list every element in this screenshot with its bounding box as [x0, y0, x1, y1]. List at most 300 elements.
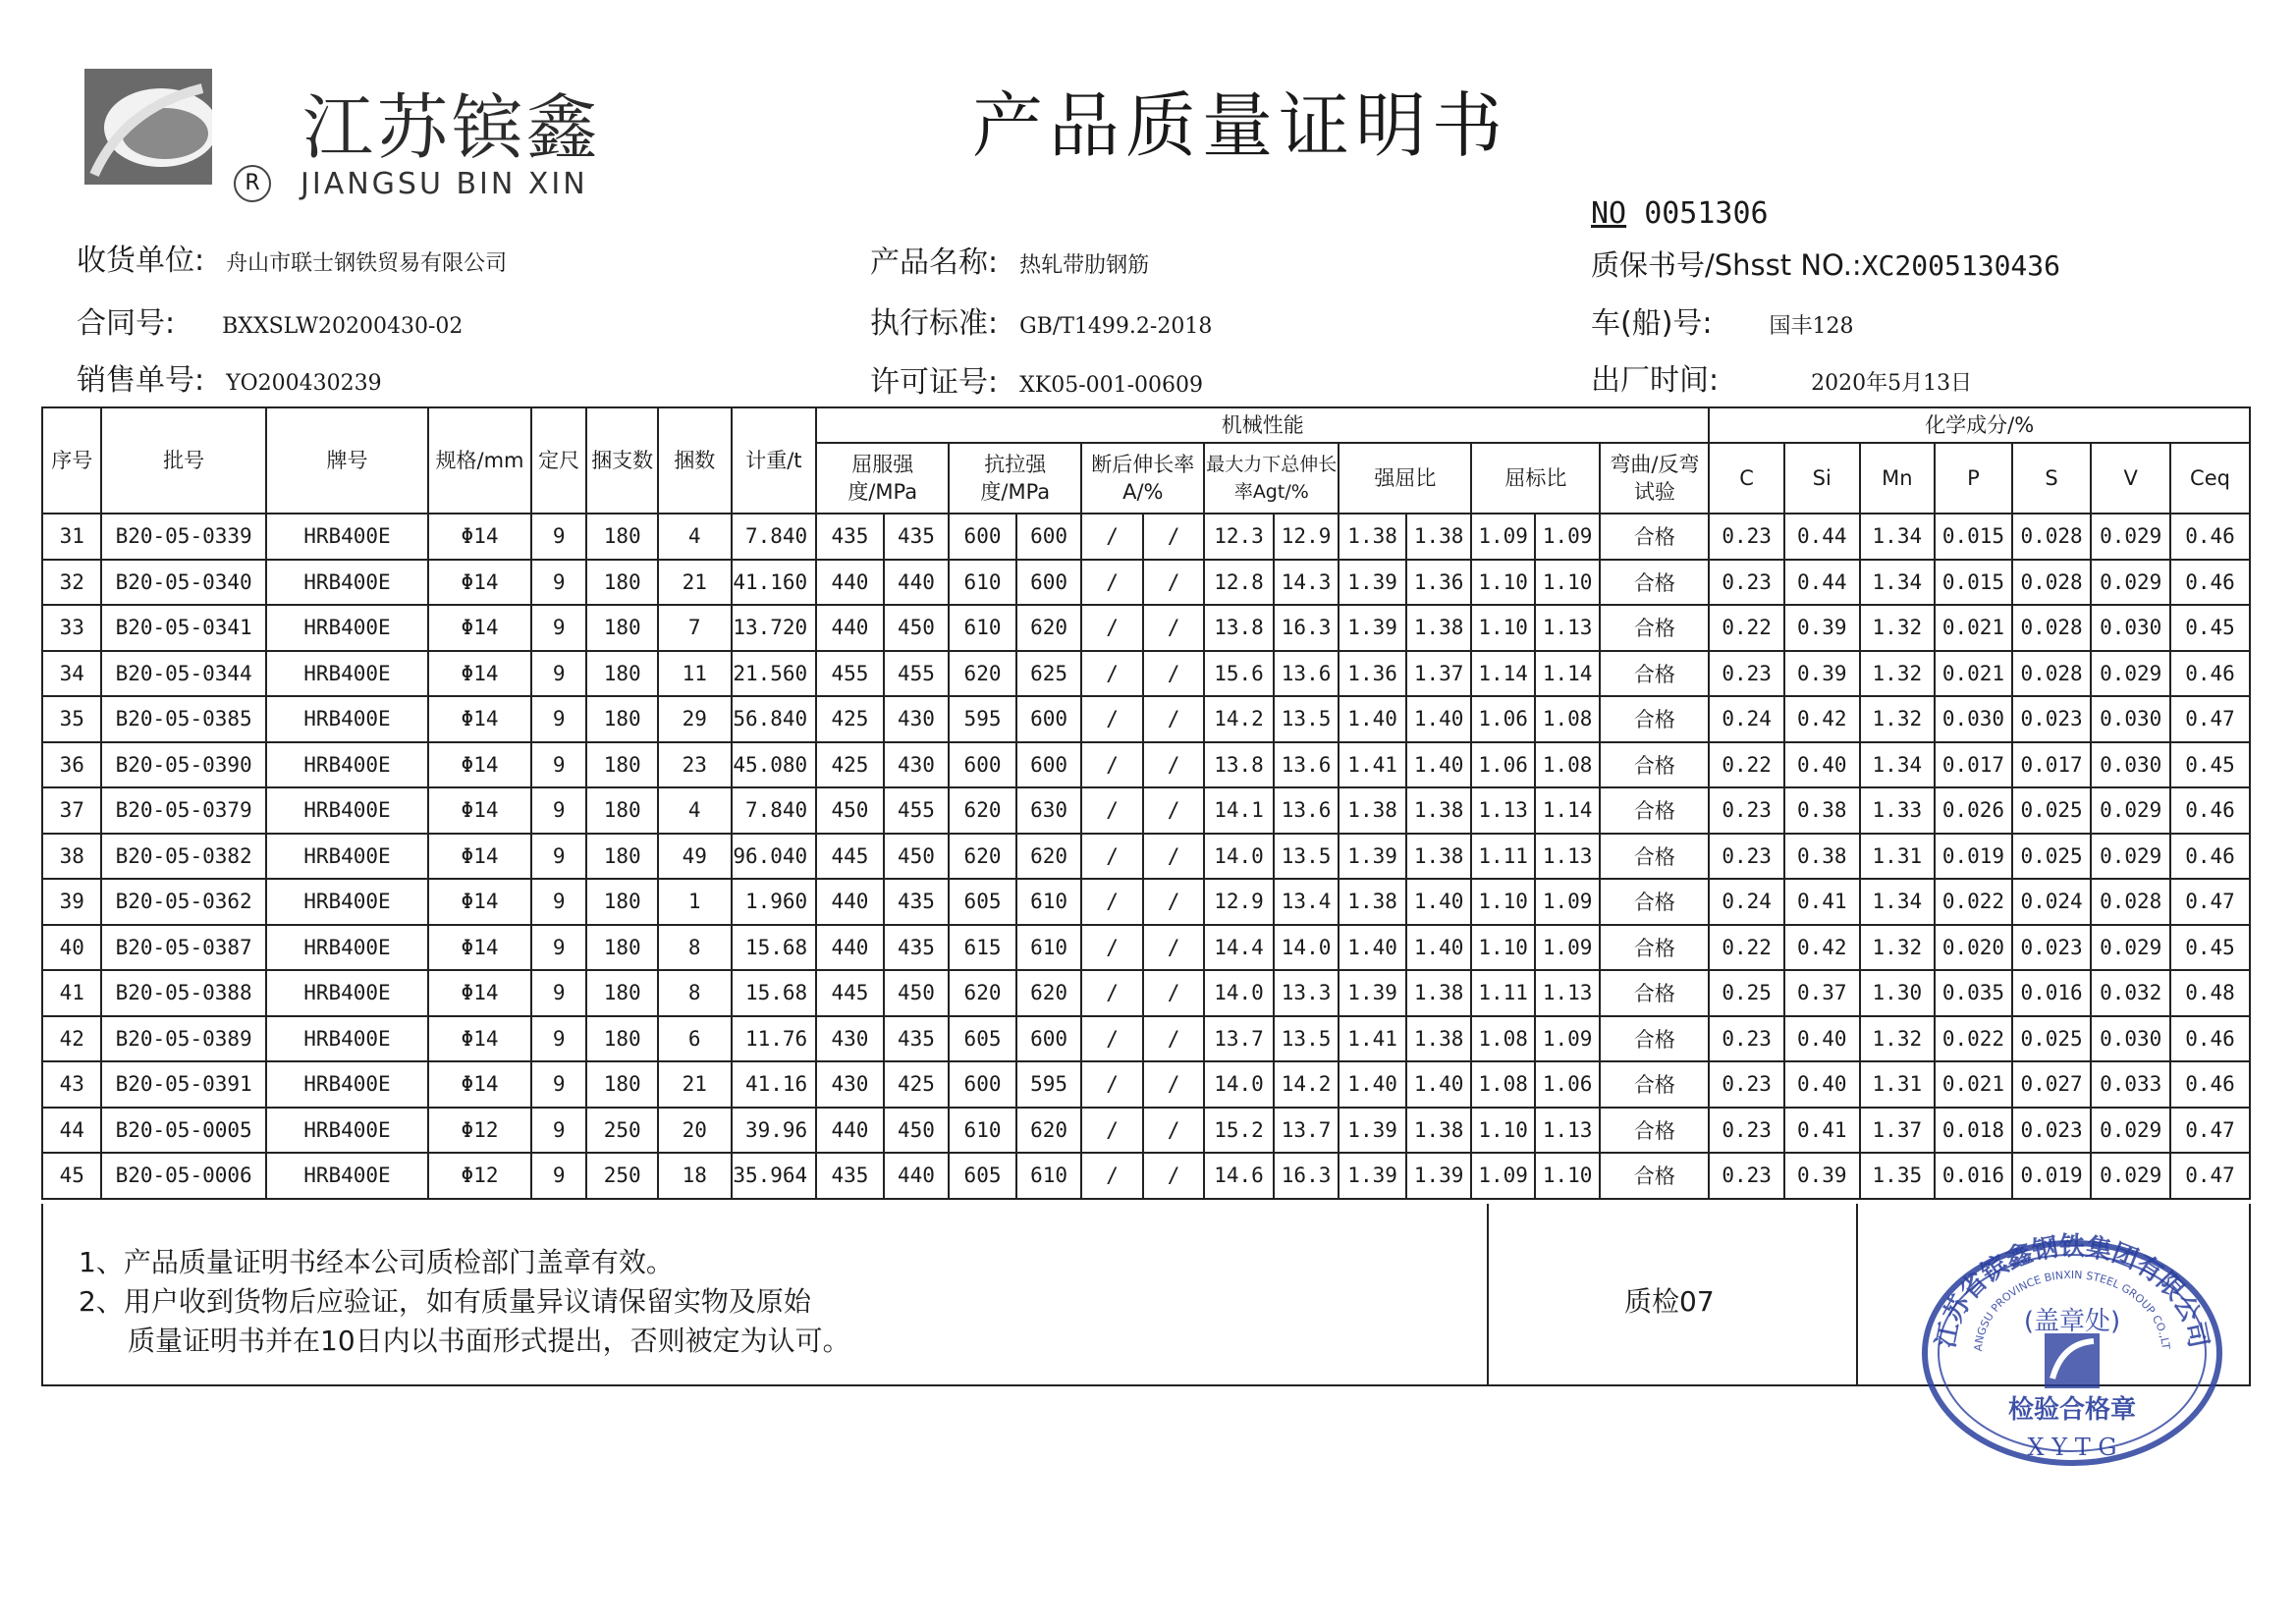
table-cell: 13.8 [1204, 605, 1274, 651]
table-row [42, 651, 2250, 697]
table-cell: 435 [884, 879, 950, 925]
table-cell: 0.029 [2091, 651, 2170, 697]
table-cell: 14.6 [1204, 1153, 1274, 1199]
table-cell: 1.09 [1471, 514, 1535, 560]
table-cell: HRB400E [266, 1108, 428, 1154]
note-line: 1、产品质量证明书经本公司质检部门盖章有效。 [79, 1246, 674, 1278]
table-cell: 9 [531, 560, 586, 606]
certificate-number [1591, 196, 1769, 231]
table-cell: 1.38 [1406, 787, 1472, 834]
table-cell: HRB400E [266, 879, 428, 925]
table-cell: 180 [586, 970, 658, 1016]
table-cell: 49 [658, 834, 732, 880]
table-cell: 1.39 [1406, 1153, 1472, 1199]
table-cell: 1.32 [1860, 605, 1936, 651]
table-cell: 8 [658, 970, 732, 1016]
table-cell: 合格 [1600, 514, 1709, 560]
table-cell: 0.028 [2012, 651, 2092, 697]
table-cell: 9 [531, 925, 586, 971]
th-grade: 牌号 [266, 407, 428, 514]
table-cell: 1.34 [1860, 514, 1936, 560]
table-cell: 合格 [1600, 1016, 1709, 1062]
table-cell: 0.46 [2170, 1016, 2250, 1062]
product-value: 热轧带肋钢筋 [1019, 253, 1150, 278]
table-cell: 0.023 [2012, 1108, 2092, 1154]
cert-no-value: 0051306 [1644, 196, 1769, 231]
table-cell: 37 [42, 787, 101, 834]
table-cell: 1.10 [1471, 1108, 1535, 1154]
table-cell: 合格 [1600, 1108, 1709, 1154]
table-cell: 1.09 [1535, 925, 1601, 971]
table-cell: HRB400E [266, 925, 428, 971]
company-name-cn: 江苏镔鑫 [302, 86, 602, 169]
table-cell: 9 [531, 787, 586, 834]
table-cell: 0.025 [2012, 787, 2092, 834]
table-cell: 15.2 [1204, 1108, 1274, 1154]
table-cell: 1.38 [1406, 605, 1472, 651]
table-cell: 440 [816, 560, 884, 606]
table-cell: 9 [531, 605, 586, 651]
table-cell: 0.025 [2012, 834, 2092, 880]
table-cell: 1.32 [1860, 925, 1936, 971]
table-cell: 1.38 [1406, 1016, 1472, 1062]
table-cell: / [1081, 696, 1142, 742]
table-cell: 0.44 [1784, 560, 1860, 606]
table-cell: HRB400E [266, 1016, 428, 1062]
table-cell: 4 [658, 514, 732, 560]
table-cell: 1.37 [1406, 651, 1472, 697]
table-cell: 1.06 [1471, 696, 1535, 742]
license-label: 许可证号: [870, 365, 999, 400]
table-cell: 0.028 [2091, 879, 2170, 925]
table-cell: 1.06 [1471, 742, 1535, 788]
th-chem: 化学成分/% [1709, 407, 2250, 443]
table-row [42, 742, 2250, 788]
table-row [42, 1016, 2250, 1062]
seal-center-text: (盖章处) [2023, 1307, 2121, 1336]
table-cell: B20-05-0390 [101, 742, 265, 788]
table-cell: / [1081, 514, 1142, 560]
standard-label: 执行标准: [870, 306, 999, 341]
table-cell: 0.028 [2012, 560, 2092, 606]
table-row [42, 696, 2250, 742]
seal-ring-text: 江苏省镔鑫钢铁集团有限公司 [1931, 1232, 2214, 1351]
table-cell: 0.39 [1784, 1153, 1860, 1199]
table-cell: 1 [658, 879, 732, 925]
table-cell: 13.7 [1274, 1108, 1339, 1154]
vehicle-field [1591, 298, 1854, 342]
table-cell: 610 [949, 605, 1016, 651]
footer-divider [1856, 1204, 1858, 1384]
table-cell: 35 [42, 696, 101, 742]
table-cell: 1.09 [1471, 1153, 1535, 1199]
table-cell: 31 [42, 514, 101, 560]
table-cell: 15.6 [1204, 651, 1274, 697]
table-cell: Φ14 [428, 560, 531, 606]
sales-label: 销售单号: [77, 363, 205, 398]
table-cell: 0.019 [2012, 1153, 2092, 1199]
table-cell: 0.40 [1784, 742, 1860, 788]
table-cell: 1.31 [1860, 834, 1936, 880]
table-cell: Φ14 [428, 742, 531, 788]
table-cell: 0.030 [2091, 605, 2170, 651]
table-cell: 0.028 [2012, 605, 2092, 651]
table-cell: 0.030 [2091, 742, 2170, 788]
table-cell: 7.840 [732, 514, 817, 560]
table-cell: 35.964 [732, 1153, 817, 1199]
table-cell: 1.13 [1535, 834, 1601, 880]
standard-value: GB/T1499.2-2018 [1019, 314, 1213, 339]
table-cell: 0.029 [2091, 925, 2170, 971]
table-cell: 1.34 [1860, 560, 1936, 606]
table-cell: 43 [42, 1061, 101, 1108]
registered-mark-icon: R [234, 165, 271, 202]
table-cell: 600 [1016, 742, 1082, 788]
table-cell: Φ14 [428, 605, 531, 651]
quality-table [41, 406, 2251, 1200]
table-cell: 0.41 [1784, 879, 1860, 925]
th-bundles: 捆数 [658, 407, 732, 514]
th-yield: 屈服强度/MPa [816, 443, 949, 514]
table-cell: / [1143, 651, 1204, 697]
table-cell: 450 [884, 970, 950, 1016]
table-cell: 0.029 [2091, 787, 2170, 834]
table-cell: 14.4 [1204, 925, 1274, 971]
table-cell: 1.08 [1471, 1061, 1535, 1108]
table-cell: 0.030 [1935, 696, 2012, 742]
table-cell: 620 [949, 834, 1016, 880]
table-cell: 1.09 [1535, 879, 1601, 925]
document-title: 产品质量证明书 [972, 84, 1509, 167]
table-cell: HRB400E [266, 970, 428, 1016]
th-spec: 规格/mm [428, 407, 531, 514]
table-cell: / [1081, 1061, 1142, 1108]
table-cell: / [1143, 605, 1204, 651]
table-cell: HRB400E [266, 742, 428, 788]
table-cell: 1.40 [1339, 1061, 1406, 1108]
table-cell: 1.10 [1471, 879, 1535, 925]
table-cell: 44 [42, 1108, 101, 1154]
table-cell: 435 [884, 514, 950, 560]
table-cell: / [1143, 834, 1204, 880]
table-cell: 595 [1016, 1061, 1082, 1108]
table-cell: 0.25 [1709, 970, 1784, 1016]
table-cell: 180 [586, 879, 658, 925]
table-cell: 1.34 [1860, 879, 1936, 925]
table-cell: 0.021 [1935, 651, 2012, 697]
table-cell: 0.40 [1784, 1016, 1860, 1062]
table-cell: 1.39 [1339, 1108, 1406, 1154]
table-cell: 21 [658, 1061, 732, 1108]
table-cell: Φ14 [428, 787, 531, 834]
table-cell: 1.14 [1535, 651, 1601, 697]
table-cell: / [1081, 605, 1142, 651]
table-cell: 40 [42, 925, 101, 971]
table-cell: 14.2 [1204, 696, 1274, 742]
table-cell: HRB400E [266, 651, 428, 697]
table-cell: 180 [586, 925, 658, 971]
table-cell: 620 [1016, 605, 1082, 651]
table-cell: 1.40 [1406, 696, 1472, 742]
th-tensile: 抗拉强度/MPa [949, 443, 1081, 514]
table-cell: 1.32 [1860, 651, 1936, 697]
table-cell: 1.10 [1535, 560, 1601, 606]
table-cell: 合格 [1600, 970, 1709, 1016]
table-cell: 1.08 [1535, 696, 1601, 742]
table-cell: 38 [42, 834, 101, 880]
table-cell: 600 [1016, 1016, 1082, 1062]
table-cell: 1.40 [1406, 742, 1472, 788]
th-elong: 断后伸长率A/% [1081, 443, 1204, 514]
table-cell: Φ14 [428, 514, 531, 560]
table-cell: B20-05-0005 [101, 1108, 265, 1154]
qc-number-label: 质保书号/Shsst NO.: [1591, 248, 1862, 282]
th-batch: 批号 [101, 407, 265, 514]
table-cell: 430 [816, 1016, 884, 1062]
license-field [870, 357, 1203, 401]
table-row [42, 1153, 2250, 1199]
table-cell: 0.029 [2091, 834, 2170, 880]
table-cell: 1.36 [1339, 651, 1406, 697]
table-cell: 34 [42, 651, 101, 697]
table-cell: 0.24 [1709, 696, 1784, 742]
table-cell: 0.029 [2091, 514, 2170, 560]
table-cell: 180 [586, 834, 658, 880]
table-cell: 180 [586, 560, 658, 606]
table-cell: 16.3 [1274, 605, 1339, 651]
table-cell: 8 [658, 925, 732, 971]
sales-field [77, 355, 382, 399]
table-cell: 0.022 [1935, 879, 2012, 925]
table-cell: 0.45 [2170, 605, 2250, 651]
table-cell: 0.019 [1935, 834, 2012, 880]
table-cell: B20-05-0391 [101, 1061, 265, 1108]
table-cell: B20-05-0388 [101, 970, 265, 1016]
table-cell: / [1081, 1016, 1142, 1062]
contract-value: BXXSLW20200430-02 [222, 314, 464, 339]
standard-field [870, 298, 1212, 342]
table-row [42, 787, 2250, 834]
table-row [42, 925, 2250, 971]
table-cell: 0.033 [2091, 1061, 2170, 1108]
table-cell: 9 [531, 696, 586, 742]
table-cell: 0.40 [1784, 1061, 1860, 1108]
table-cell: 合格 [1600, 560, 1709, 606]
table-cell: 1.13 [1471, 787, 1535, 834]
date-label: 出厂时间: [1591, 363, 1720, 398]
table-cell: 9 [531, 1061, 586, 1108]
table-cell: / [1143, 925, 1204, 971]
table-cell: 21.560 [732, 651, 817, 697]
table-cell: 0.47 [2170, 879, 2250, 925]
table-row [42, 1061, 2250, 1108]
footer-divider [1487, 1204, 1489, 1384]
table-cell: 0.23 [1709, 514, 1784, 560]
table-cell: 1.32 [1860, 1016, 1936, 1062]
table-cell: 180 [586, 651, 658, 697]
th-mn: Mn [1860, 443, 1936, 514]
table-cell: 合格 [1600, 834, 1709, 880]
table-cell: 440 [816, 879, 884, 925]
table-cell: B20-05-0389 [101, 1016, 265, 1062]
table-cell: HRB400E [266, 787, 428, 834]
table-cell: 1.31 [1860, 1061, 1936, 1108]
table-cell: 450 [884, 605, 950, 651]
table-cell: 96.040 [732, 834, 817, 880]
table-cell: 455 [884, 651, 950, 697]
table-cell: 9 [531, 1016, 586, 1062]
th-pcs: 捆支数 [586, 407, 658, 514]
table-cell: 1.39 [1339, 1153, 1406, 1199]
table-cell: / [1081, 925, 1142, 971]
table-cell: 1.39 [1339, 834, 1406, 880]
notes [79, 1243, 850, 1361]
table-cell: 33 [42, 605, 101, 651]
qc-number-value: XC2005130436 [1861, 249, 2060, 282]
table-cell: 0.035 [1935, 970, 2012, 1016]
table-cell: 620 [949, 787, 1016, 834]
company-name-en: JIANGSU BIN XIN [301, 167, 588, 201]
table-cell: 600 [949, 742, 1016, 788]
table-cell: 13.3 [1274, 970, 1339, 1016]
table-cell: 430 [816, 1061, 884, 1108]
table-cell: 0.017 [2012, 742, 2092, 788]
table-cell: 0.45 [2170, 742, 2250, 788]
table-cell: 45.080 [732, 742, 817, 788]
table-cell: 0.23 [1709, 787, 1784, 834]
table-cell: / [1081, 879, 1142, 925]
table-cell: 1.36 [1406, 560, 1472, 606]
table-cell: 0.47 [2170, 1153, 2250, 1199]
table-cell: / [1143, 560, 1204, 606]
table-cell: 0.022 [1935, 1016, 2012, 1062]
table-cell: Φ12 [428, 1108, 531, 1154]
seal-code-text: X Y T G [2027, 1434, 2117, 1461]
table-cell: 11.76 [732, 1016, 817, 1062]
table-cell: 1.06 [1535, 1061, 1601, 1108]
table-cell: / [1143, 970, 1204, 1016]
cert-no-label: NO [1591, 196, 1627, 231]
table-cell: 180 [586, 742, 658, 788]
table-cell: 12.3 [1204, 514, 1274, 560]
table-cell: Φ14 [428, 651, 531, 697]
table-cell: 455 [816, 651, 884, 697]
table-cell: 0.021 [1935, 605, 2012, 651]
table-cell: 0.23 [1709, 834, 1784, 880]
table-cell: 605 [949, 1016, 1016, 1062]
table-cell: 0.47 [2170, 696, 2250, 742]
table-cell: 0.39 [1784, 605, 1860, 651]
table-cell: B20-05-0339 [101, 514, 265, 560]
table-cell: 435 [884, 1016, 950, 1062]
table-cell: 610 [949, 560, 1016, 606]
table-cell: 0.23 [1709, 1108, 1784, 1154]
table-cell: 1.11 [1471, 970, 1535, 1016]
table-cell: 600 [949, 514, 1016, 560]
table-cell: 0.39 [1784, 651, 1860, 697]
table-cell: 1.38 [1339, 514, 1406, 560]
table-cell: 7.840 [732, 787, 817, 834]
table-cell: 0.029 [2091, 1153, 2170, 1199]
table-cell: 440 [816, 605, 884, 651]
table-cell: 13.7 [1204, 1016, 1274, 1062]
table-cell: 620 [1016, 1108, 1082, 1154]
table-cell: / [1143, 1153, 1204, 1199]
table-cell: 0.029 [2091, 1108, 2170, 1154]
table-cell: 1.39 [1339, 560, 1406, 606]
vehicle-value: 国丰128 [1769, 314, 1854, 339]
table-cell: 14.0 [1204, 1061, 1274, 1108]
table-cell: 250 [586, 1108, 658, 1154]
table-cell: 0.37 [1784, 970, 1860, 1016]
table-cell: 14.0 [1204, 970, 1274, 1016]
company-logo-icon [84, 69, 212, 185]
table-cell: 9 [531, 1153, 586, 1199]
table-cell: 20 [658, 1108, 732, 1154]
table-cell: 29 [658, 696, 732, 742]
table-cell: 1.13 [1535, 970, 1601, 1016]
table-cell: 9 [531, 1108, 586, 1154]
table-cell: B20-05-0387 [101, 925, 265, 971]
qc-number [1591, 244, 2060, 284]
table-cell: 1.08 [1535, 742, 1601, 788]
table-cell: 620 [949, 651, 1016, 697]
table-cell: 600 [1016, 514, 1082, 560]
table-cell: 1.40 [1406, 879, 1472, 925]
table-cell: 1.41 [1339, 1016, 1406, 1062]
table-cell: 1.13 [1535, 1108, 1601, 1154]
table-cell: 合格 [1600, 1153, 1709, 1199]
table-cell: 1.40 [1339, 696, 1406, 742]
table-cell: 合格 [1600, 696, 1709, 742]
table-cell: 1.11 [1471, 834, 1535, 880]
table-cell: 435 [816, 1153, 884, 1199]
table-cell: 1.13 [1535, 605, 1601, 651]
table-cell: 13.6 [1274, 651, 1339, 697]
table-cell: 0.47 [2170, 1108, 2250, 1154]
table-cell: 42 [42, 1016, 101, 1062]
table-cell: B20-05-0344 [101, 651, 265, 697]
table-cell: 0.46 [2170, 651, 2250, 697]
table-cell: 0.23 [1709, 651, 1784, 697]
table-cell: 14.1 [1204, 787, 1274, 834]
table-cell: 1.10 [1535, 1153, 1601, 1199]
table-cell: 440 [884, 1153, 950, 1199]
table-cell: / [1081, 787, 1142, 834]
table-cell: 1.40 [1406, 1061, 1472, 1108]
table-cell: / [1081, 560, 1142, 606]
table-cell: 620 [1016, 970, 1082, 1016]
table-cell: 合格 [1600, 879, 1709, 925]
table-cell: / [1143, 514, 1204, 560]
note-line: 质量证明书并在10日内以书面形式提出，否则被定为认可。 [128, 1325, 850, 1357]
table-cell: Φ12 [428, 1153, 531, 1199]
table-cell: 9 [531, 742, 586, 788]
table-cell: 1.40 [1339, 925, 1406, 971]
table-cell: 0.023 [2012, 696, 2092, 742]
table-cell: 0.015 [1935, 560, 2012, 606]
table-cell: 450 [884, 1108, 950, 1154]
product-label: 产品名称: [870, 245, 999, 280]
table-cell: 595 [949, 696, 1016, 742]
table-cell: 600 [1016, 696, 1082, 742]
table-cell: 13.4 [1274, 879, 1339, 925]
table-cell: 1.10 [1471, 560, 1535, 606]
table-cell: 1.38 [1406, 834, 1472, 880]
table-row [42, 560, 2250, 606]
license-value: XK05-001-00609 [1019, 373, 1204, 398]
table-cell: 430 [884, 696, 950, 742]
